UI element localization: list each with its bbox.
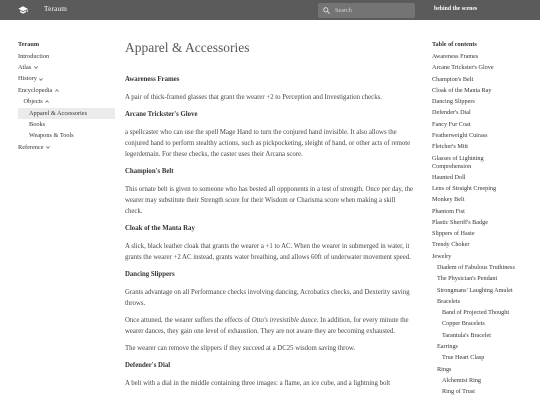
search-input[interactable]	[335, 3, 411, 18]
top-bar	[0, 0, 540, 20]
sidebar-item-weapons-tools[interactable]	[18, 130, 115, 141]
toc-item-plastic-sheriff-s-badge[interactable]: Plastic Sheriff's Badge	[432, 218, 488, 226]
toc-item-fancy-fur-coat[interactable]: Fancy Fur Coat	[432, 120, 471, 128]
sidebar-item-label: Reference	[18, 143, 44, 151]
sidebar-root-link[interactable]: Teraum	[18, 41, 40, 49]
toc-item-band-of-projected-thought[interactable]: Band of Projected Thought	[442, 309, 510, 317]
item-description: Grants advantage on all Performance checks involving dancing, Acrobatics checks, and Dexterity saving throws.	[125, 288, 410, 307]
sidebar-item-apparel-accessories[interactable]	[18, 108, 115, 119]
item-heading: Defender's Dial	[125, 361, 171, 369]
emphasis-text: Otto's irresistible dance	[251, 316, 317, 324]
sidebar-item-label: Encyclopedia	[18, 86, 53, 94]
item-description	[125, 315, 413, 337]
toc-item-lens-of-straight-creeping[interactable]: Lens of Straight Creeping	[432, 185, 497, 193]
toc-item-ring-of-trust[interactable]: Ring of Trust	[442, 388, 476, 396]
toc-item-dancing-slippers[interactable]: Dancing Slippers	[432, 98, 475, 106]
sidebar-item-label: Objects	[23, 98, 43, 106]
toc-item-glasses-of-lightning-comprehension[interactable]: Glasses of Lightning Comprehension	[432, 154, 484, 170]
item-description: The wearer can remove the slippers if they succeed at a DC25 wisdom saving throw.	[125, 344, 356, 352]
toc-item-defender-s-dial[interactable]: Defender's Dial	[432, 109, 471, 117]
sidebar-item-label: Weapons & Tools	[29, 132, 74, 140]
chevron-down-icon[interactable]	[34, 66, 38, 69]
toc-item-rings[interactable]: Rings	[437, 365, 452, 373]
sidebar-item-objects[interactable]	[18, 96, 115, 107]
item-heading: Champion's Belt	[125, 167, 174, 175]
chevron-down-icon[interactable]	[46, 146, 50, 149]
sections	[125, 74, 413, 389]
toc-item-trendy-choker[interactable]: Trendy Choker	[432, 241, 470, 249]
sidebar-item-history[interactable]	[18, 73, 115, 84]
item-description: A slick, black leather cloak that grants the wearer a +1 to AC. When the wearer in submerged in water, it grants the wearer +2 AC instead, grants water breathing, and allows 60ft of underwater movement speed.	[125, 242, 411, 261]
sidebar-item-reference[interactable]	[18, 142, 115, 153]
sidebar-item-label: Books	[29, 121, 46, 129]
toc-item-true-heart-clasp[interactable]: True Heart Clasp	[442, 354, 485, 362]
toc-item-champion-s-belt[interactable]: Champion's Belt	[432, 75, 474, 83]
toc-item-fletcher-s-mitt[interactable]: Fletcher's Mitt	[432, 143, 469, 151]
text-run: . In addition, for every minute the wearer dances, they gain one level of exhaustion. They are not aware they are becoming exhausted.	[125, 316, 409, 335]
site-title[interactable]: Teraum	[44, 5, 68, 13]
toc-item-earrings[interactable]: Earrings	[437, 343, 458, 351]
toc-item-haunted-doll[interactable]: Haunted Doll	[432, 173, 466, 181]
chevron-up-icon[interactable]	[55, 89, 59, 92]
toc-item-phantom-fist[interactable]: Phantom Fist	[432, 207, 465, 215]
toc-item-bracelets[interactable]: Bracelets	[437, 297, 461, 305]
sidebar-item-books[interactable]	[18, 119, 115, 130]
toc-item-arcane-trickster-s-glove[interactable]: Arcane Trickster's Glove	[432, 64, 494, 72]
item-description: a spellcaster who can use the spell Mage Hand to turn the conjured hand invisible. It also allows the conjured hand to perform stealthy actions, such as pickpocketing, sleight of hand, or other acts of remote legerdemain. For these checks, the caster uses their Arcana score.	[125, 128, 411, 158]
toc-item-alchemist-ring[interactable]: Alchemist Ring	[442, 376, 482, 384]
table-of-contents	[432, 39, 522, 398]
text-run: Once attuned, the wearer suffers the effects of	[125, 316, 252, 324]
toc-list	[432, 51, 522, 397]
toc-item-cloak-of-the-manta-ray[interactable]: Cloak of the Manta Ray	[432, 86, 492, 94]
graduation-cap-icon[interactable]	[18, 5, 28, 15]
toc-item-featherweight-cuirass[interactable]: Featherweight Cuirass	[432, 131, 488, 139]
sidebar-nav	[18, 39, 115, 153]
search-box[interactable]	[318, 3, 415, 18]
item-description: A belt with a dial in the middle containing three images: a flame, an ice cube, and a lightning bolt	[125, 379, 391, 387]
behind-the-scenes-link[interactable]: behind the scenes	[434, 6, 478, 12]
toc-item-strongmans-laughing-amulet[interactable]: Strongmans' Laughing Amulet	[437, 286, 513, 294]
toc-heading: Table of contents	[432, 41, 477, 48]
toc-item-the-physician-s-pendant[interactable]: The Physician's Pendant	[437, 275, 498, 283]
toc-item-tarantula-s-bracelet[interactable]: Tarantula's Bracelet	[442, 331, 491, 339]
sidebar-item-label: Apparel & Accessories	[29, 109, 88, 117]
item-heading: Dancing Slippers	[125, 270, 175, 278]
toc-item-jewelry[interactable]: Jewelry	[432, 252, 452, 260]
toc-item-copper-bracelets[interactable]: Copper Bracelets	[442, 320, 485, 328]
toc-item-slippers-of-haste[interactable]: Slippers of Haste	[432, 230, 475, 238]
item-description: A pair of thick-framed glasses that grant the wearer +2 to Perception and Investigation checks.	[125, 93, 382, 101]
sidebar-item-introduction[interactable]	[18, 51, 115, 62]
item-description: This ornate belt is given to someone who has bested all oppponents in a test of strength. Once per day, the wearer may substitute their Strength score for their Wisdom or Charisma score when making a skill check.	[125, 185, 413, 215]
item-heading: Awareness Frames	[125, 75, 180, 83]
toc-item-awareness-frames[interactable]: Awareness Frames	[432, 52, 479, 60]
toc-item-monkey-belt[interactable]: Monkey Belt	[432, 196, 465, 204]
sidebar-item-label: Introduction	[18, 52, 50, 60]
search-icon	[323, 7, 330, 14]
sidebar-item-atlas[interactable]	[18, 62, 115, 73]
item-heading: Cloak of the Manta Ray	[125, 224, 195, 232]
toc-item-diadem-of-fabulous-truthiness[interactable]: Diadem of Fabulous Truthiness	[437, 264, 515, 272]
item-heading: Arcane Trickster's Glove	[125, 110, 198, 118]
sidebar-item-label: Atlas	[18, 64, 32, 72]
sidebar-item-encyclopedia[interactable]	[18, 85, 115, 96]
sidebar-list	[18, 51, 115, 154]
sidebar-item-label: History	[18, 75, 37, 83]
chevron-up-icon[interactable]	[45, 100, 49, 103]
chevron-down-icon[interactable]	[39, 78, 43, 81]
main-content	[125, 39, 413, 405]
page-title: Apparel & Accessories	[125, 40, 250, 55]
